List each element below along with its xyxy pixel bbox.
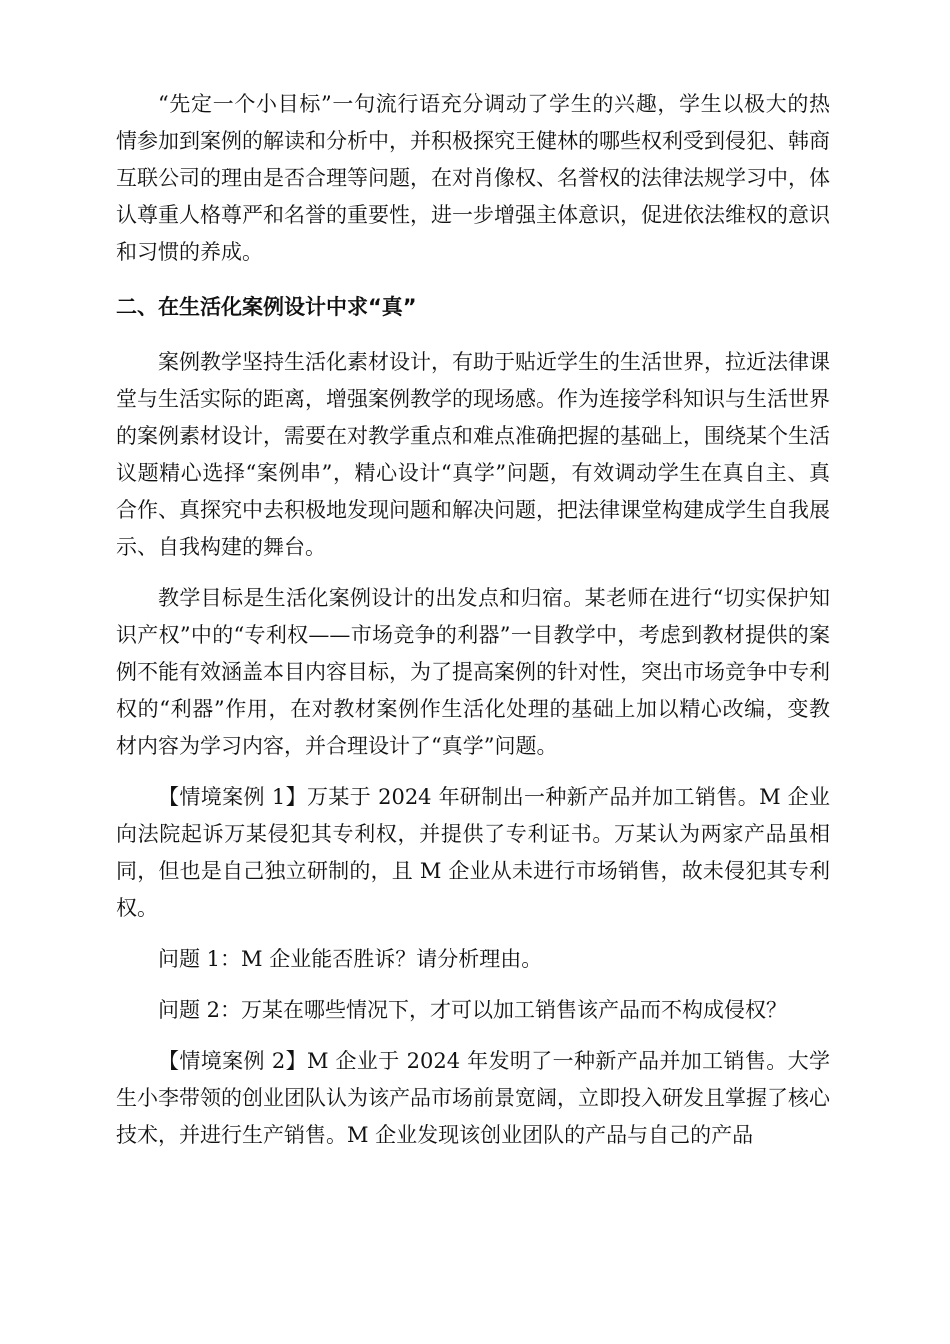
- paragraph-case-1: 【情境案例 1】万某于 2024 年研制出一种新产品并加工销售。M 企业向法院起诉万某侵犯其专利权，并提供了专利证书。万某认为两家产品虽相同，但也是自己独立研制的，且 M 企业从未进行市场销售，故未侵犯其专利权。: [116, 785, 830, 920]
- paragraph-life-case-design: 案例教学坚持生活化素材设计，有助于贴近学生的生活世界，拉近法律课堂与生活实际的距离，增强案例教学的现场感。作为连接学科知识与生活世界的案例素材设计，需要在对教学重点和难点准确把握的基础上，围绕某个生活议题精心选择“案例串”，精心设计“真学”问题，有效调动学生在真自主、真合作、真探究中去积极地发现问题和解决问题，把法律课堂构建成学生自我展示、自我构建的舞台。: [116, 350, 830, 559]
- paragraph-question-1: 问题 1：M 企业能否胜诉？请分析理由。: [158, 947, 543, 971]
- paragraph-case-2: 【情境案例 2】M 企业于 2024 年发明了一种新产品并加工销售。大学生小李带领的创业团队认为该产品市场前景宽阔，立即投入研发且掌握了核心技术，并进行生产销售。M 企业发现该创业团队的产品与自己的产品: [116, 1049, 830, 1147]
- document-page: [116, 86, 830, 1154]
- paragraph-intro: “先定一个小目标”一句流行语充分调动了学生的兴趣，学生以极大的热情参加到案例的解读和分析中，并积极探究王健林的哪些权利受到侵犯、韩商互联公司的理由是否合理等问题，在对肖像权、名誉权的法律法规学习中，体认尊重人格尊严和名誉的重要性，进一步增强主体意识，促进依法维权的意识和习惯的养成。: [116, 92, 830, 264]
- section-heading-2: 二、在生活化案例设计中求“真”: [116, 295, 417, 319]
- paragraph-question-2: 问题 2：万某在哪些情况下，才可以加工销售该产品而不构成侵权？: [158, 998, 788, 1022]
- paragraph-teaching-goal: 教学目标是生活化案例设计的出发点和归宿。某老师在进行“切实保护知识产权”中的“专利权——市场竞争的利器”一目教学中，考虑到教材提供的案例不能有效涵盖本目内容目标，为了提高案例的针对性，突出市场竞争中专利权的“利器”作用，在对教材案例作生活化处理的基础上加以精心改编，变教材内容为学习内容，并合理设计了“真学”问题。: [116, 586, 830, 758]
